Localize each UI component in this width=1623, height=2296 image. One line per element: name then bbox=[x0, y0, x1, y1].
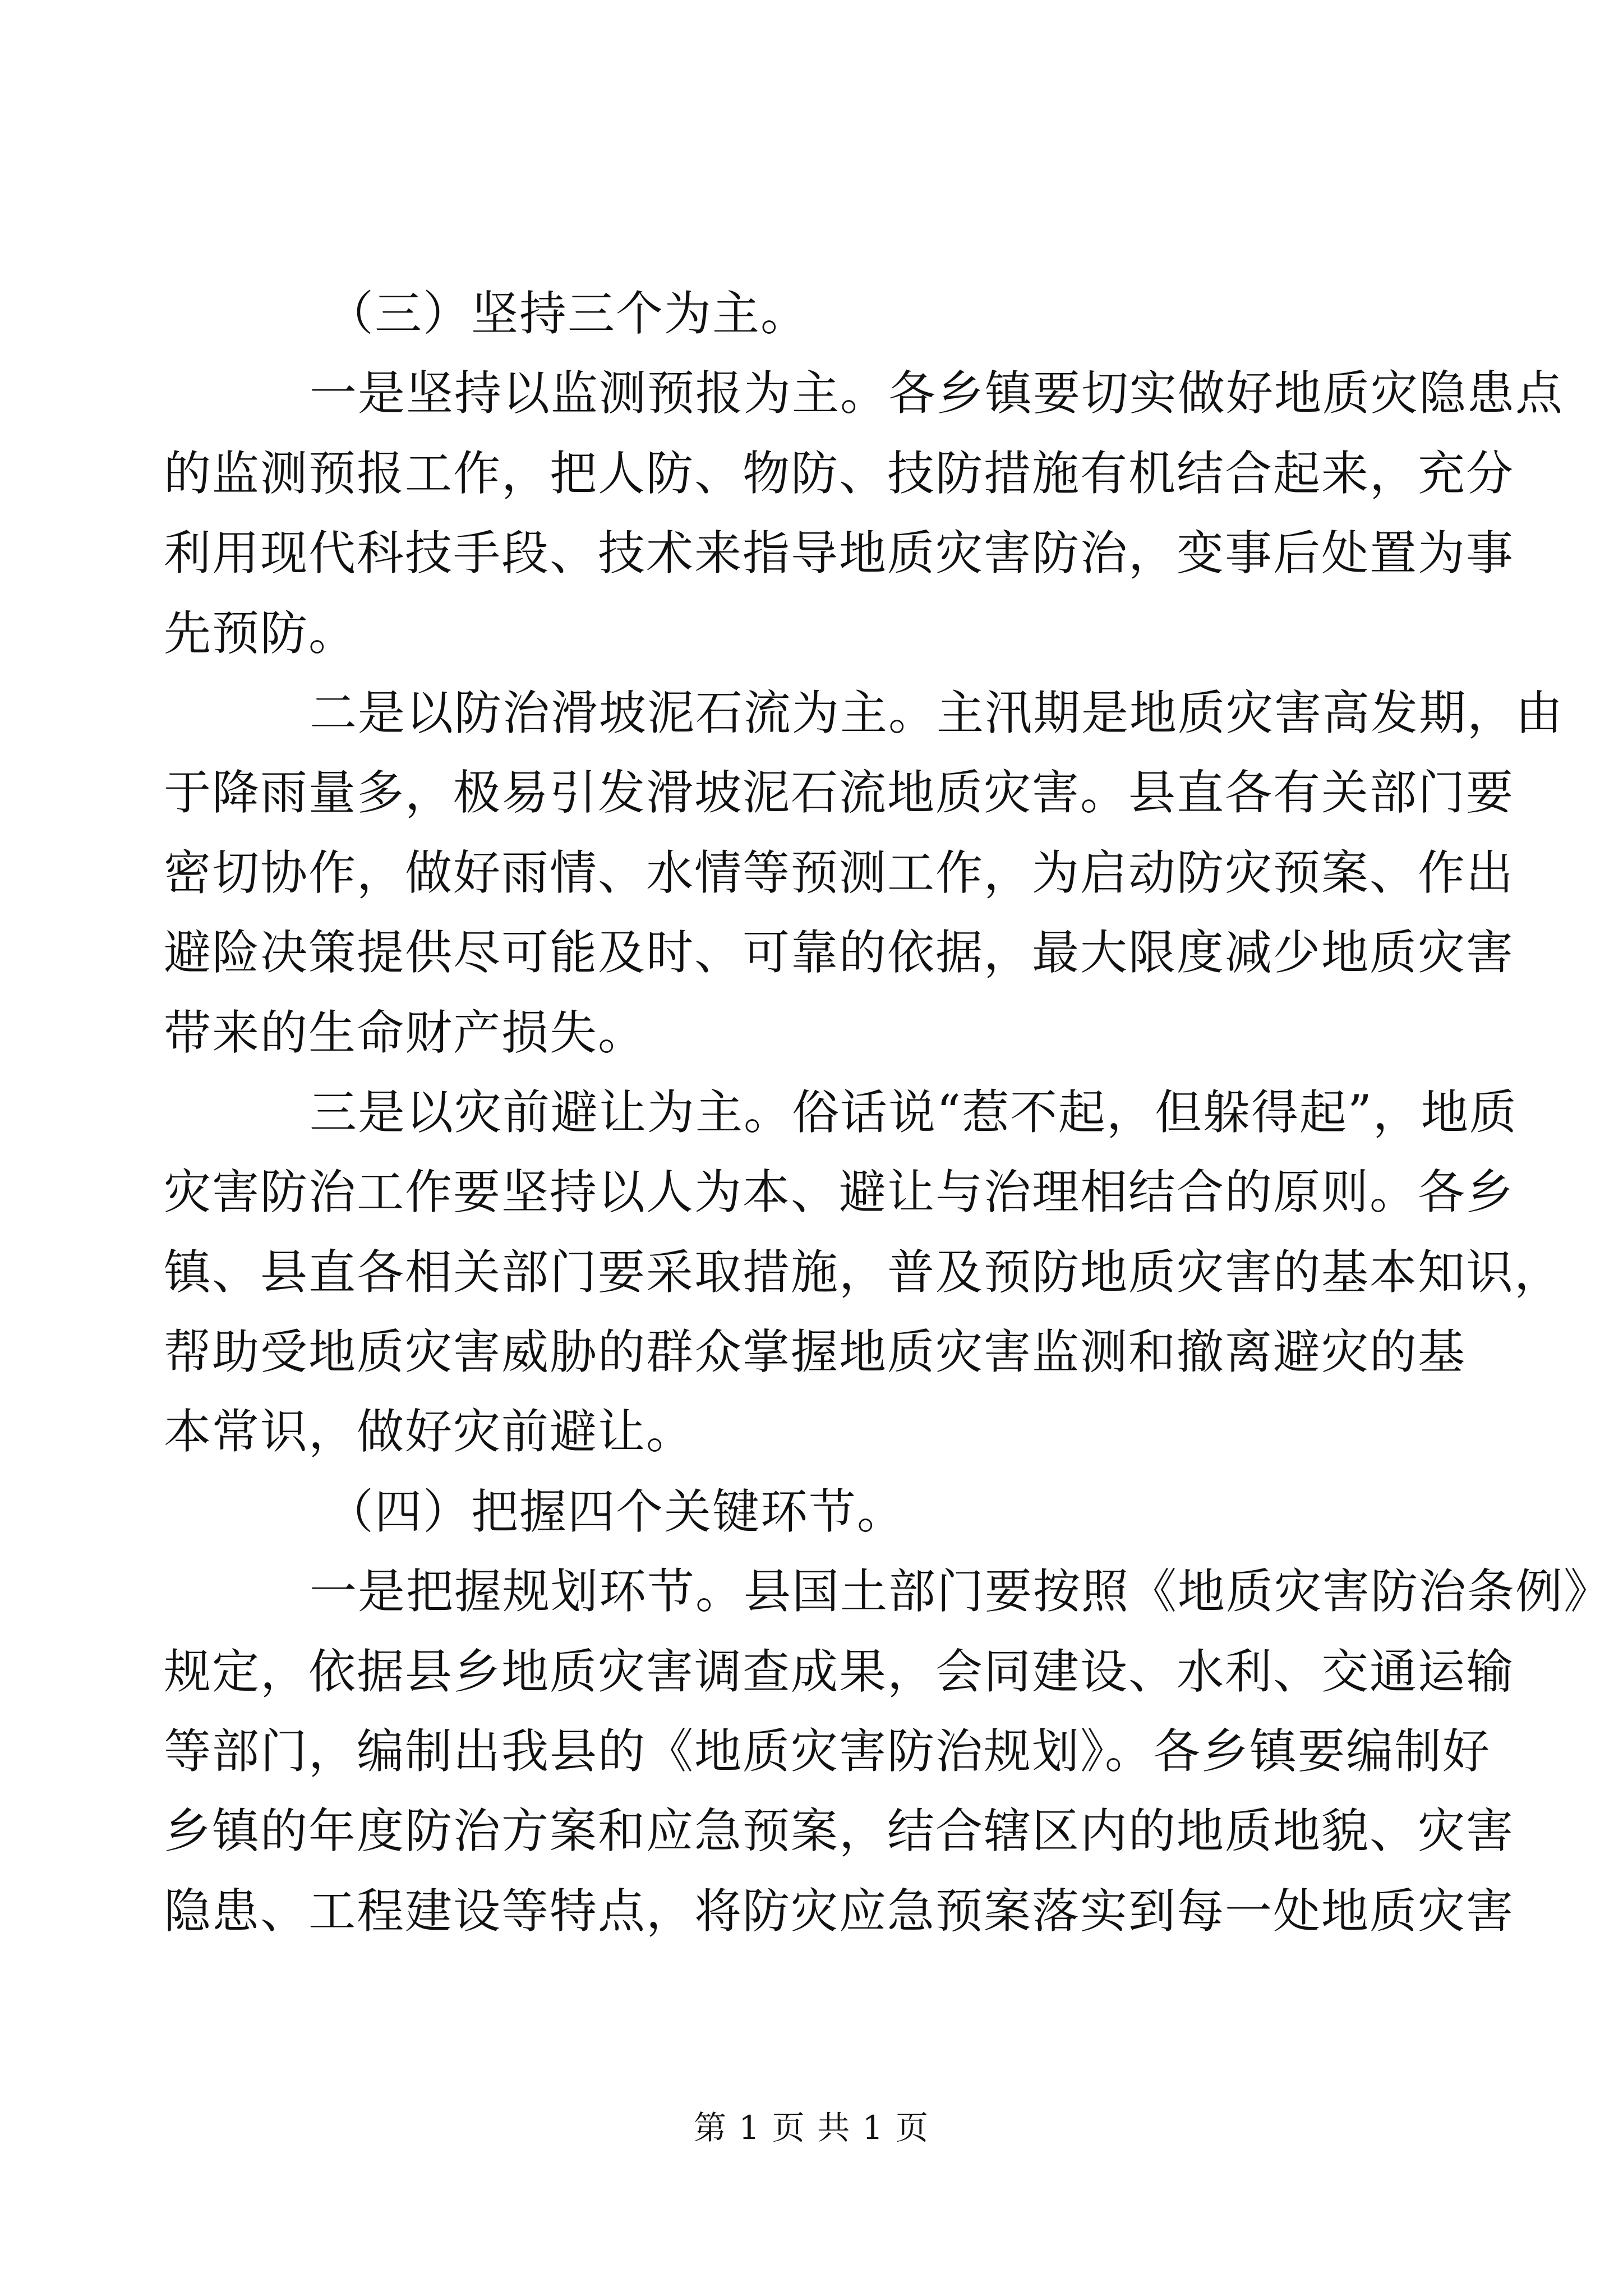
paragraph-line: 密切协作，做好雨情、水情等预测工作，为启动防灾预案、作出 bbox=[164, 845, 1515, 900]
paragraph-line: 规定，依据县乡地质灾害调查成果，会同建设、水利、交通运输 bbox=[164, 1644, 1515, 1699]
paragraph-line: 本常识，做好灾前避让。 bbox=[164, 1404, 695, 1460]
paragraph-line: 帮助受地质灾害威胁的群众掌握地质灾害监测和撤离避灾的基 bbox=[164, 1324, 1467, 1380]
document-body bbox=[164, 274, 1612, 1951]
paragraph-line: 利用现代科技手段、技术来指导地质灾害防治，变事后处置为事 bbox=[164, 526, 1515, 581]
paragraph-line: 的监测预报工作，把人防、物防、技防措施有机结合起来，充分 bbox=[164, 445, 1515, 501]
page-number-footer: 第 1 页 共 1 页 bbox=[694, 2109, 929, 2147]
paragraph-line: 镇、县直各相关部门要采取措施，普及预防地质灾害的基本知识， bbox=[164, 1244, 1563, 1300]
section-heading-four: （四）把握四个关键环节。 bbox=[326, 1484, 906, 1539]
paragraph-line: 带来的生命财产损失。 bbox=[164, 1005, 647, 1060]
paragraph-line: 二是以防治滑坡泥石流为主。主汛期是地质灾害高发期，由 bbox=[310, 685, 1564, 740]
paragraph-line: 避险决策提供尽可能及时、可靠的依据，最大限度减少地质灾害 bbox=[164, 925, 1515, 981]
section-heading-three: （三）坚持三个为主。 bbox=[326, 286, 809, 341]
paragraph-line: 一是坚持以监测预报为主。各乡镇要切实做好地质灾隐患点 bbox=[310, 366, 1564, 421]
paragraph-line: 灾害防治工作要坚持以人为本、避让与治理相结合的原则。各乡 bbox=[164, 1165, 1515, 1220]
paragraph-line: 等部门，编制出我县的《地质灾害防治规划》。各乡镇要编制好 bbox=[164, 1724, 1491, 1779]
paragraph-line: 于降雨量多，极易引发滑坡泥石流地质灾害。县直各有关部门要 bbox=[164, 765, 1515, 821]
paragraph-line: 先预防。 bbox=[164, 605, 357, 661]
paragraph-line: 乡镇的年度防治方案和应急预案，结合辖区内的地质地貌、灾害 bbox=[164, 1803, 1515, 1859]
paragraph-line: 隐患、工程建设等特点，将防灾应急预案落实到每一处地质灾害 bbox=[164, 1883, 1515, 1939]
paragraph-line: 一是把握规划环节。县国土部门要按照《地质灾害防治条例》 bbox=[310, 1564, 1612, 1619]
paragraph-line: 三是以灾前避让为主。俗话说“惹不起，但躲得起”，地质 bbox=[310, 1084, 1518, 1140]
